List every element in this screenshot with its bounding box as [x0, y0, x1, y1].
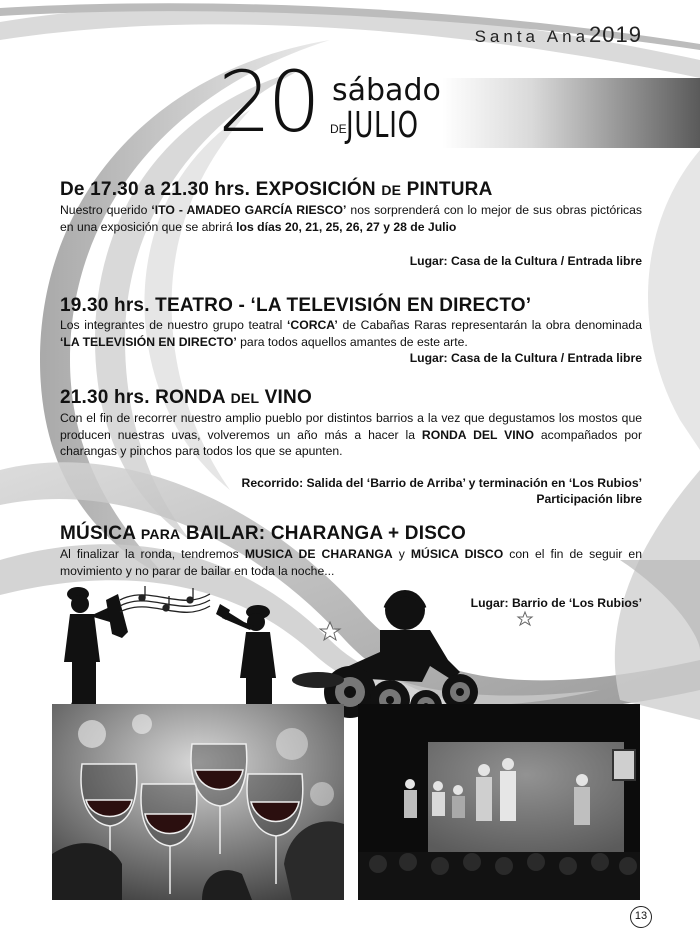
day-name: sábado [332, 73, 441, 108]
event-route: Recorrido: Salida del ‘Barrio de Arriba’ y terminación en ‘Los Rubios’ [241, 475, 642, 490]
title-part: BAILAR: CHARANGA + DISCO [180, 523, 466, 544]
event-name: RONDA DEL VINO [421, 427, 534, 442]
event-description [60, 546, 642, 579]
text: para todos aquellos amantes de este arte. [236, 334, 468, 349]
title-part: VINO [259, 387, 312, 408]
month-name: JULIO [346, 105, 419, 146]
music-type: MÚSICA DISCO [410, 547, 504, 561]
brand-header [475, 22, 642, 48]
event-place: Lugar: Casa de la Cultura / Entrada libre [409, 351, 642, 365]
title-smallcaps: DE [381, 182, 402, 198]
text: y [392, 547, 411, 561]
event-theatre [60, 294, 642, 367]
title-part: MÚSICA [60, 523, 141, 544]
event-participation: Participación libre [536, 492, 642, 506]
event-title [60, 386, 642, 410]
month-prefix: DE [330, 122, 347, 136]
event-title [60, 522, 642, 546]
text: Con el fin de recorrer nuestro amplio pueblo por distintos barrios a la vez que degustamos los mostos que producen nuestras uvas, volveremos un año más a hacer la [60, 411, 642, 442]
text: Los integrantes de nuestro grupo teatral [60, 318, 288, 332]
event-description [60, 410, 642, 460]
day-number: 20 [218, 53, 317, 151]
title-smallcaps: PARA [140, 526, 181, 542]
text: acompañados por charangas y pinchos para todos los que se apunten. [60, 427, 642, 458]
text: de Cabañas Raras representarán la obra denominada [337, 318, 642, 332]
title-smallcaps: DEL [230, 390, 260, 406]
event-description [60, 202, 642, 235]
title-part: De 17.30 a 21.30 hrs. EXPOSICIÓN [60, 179, 382, 200]
date-band [442, 78, 700, 148]
text: nos sorprenderá con lo mejor de sus obras pictóricas en una exposición que se abrirá [60, 203, 642, 234]
artist-name: ‘ITO - AMADEO GARCÍA RIESCO’ [151, 203, 347, 217]
page-number: 13 [630, 906, 652, 928]
theatre-stage-photo [358, 704, 640, 900]
title-part: PINTURA [401, 179, 493, 200]
event-place: Lugar: Barrio de ‘Los Rubios’ [470, 596, 642, 610]
group-name: ‘CORCA’ [287, 318, 338, 332]
event-title [60, 178, 642, 202]
music-type: MUSICA DE CHARANGA [244, 547, 393, 561]
event-wine-round [60, 386, 642, 508]
event-title: 19.30 hrs. TEATRO - ‘LA TELEVISIÓN EN DIRECTO’ [60, 295, 532, 316]
title-part: 21.30 hrs. RONDA [60, 387, 231, 408]
event-description [60, 317, 642, 350]
brand-year: 2019 [589, 22, 642, 47]
text: con el fin de seguir en movimiento y no parar de bailar en toda la noche... [60, 547, 642, 578]
play-name: ‘LA TELEVISIÓN EN DIRECTO’ [60, 334, 237, 349]
event-exhibition [60, 178, 642, 270]
text: Nuestro querido [60, 203, 152, 217]
music-notes-icon [120, 586, 210, 612]
event-place: Lugar: Casa de la Cultura / Entrada libre [409, 254, 642, 268]
wine-toast-photo [52, 704, 344, 900]
brand-name: Santa Ana [474, 27, 590, 46]
text: Al finalizar la ronda, tendremos [60, 547, 245, 561]
exhibition-dates: los días 20, 21, 25, 26, 27 y 28 de Julio [236, 219, 457, 234]
